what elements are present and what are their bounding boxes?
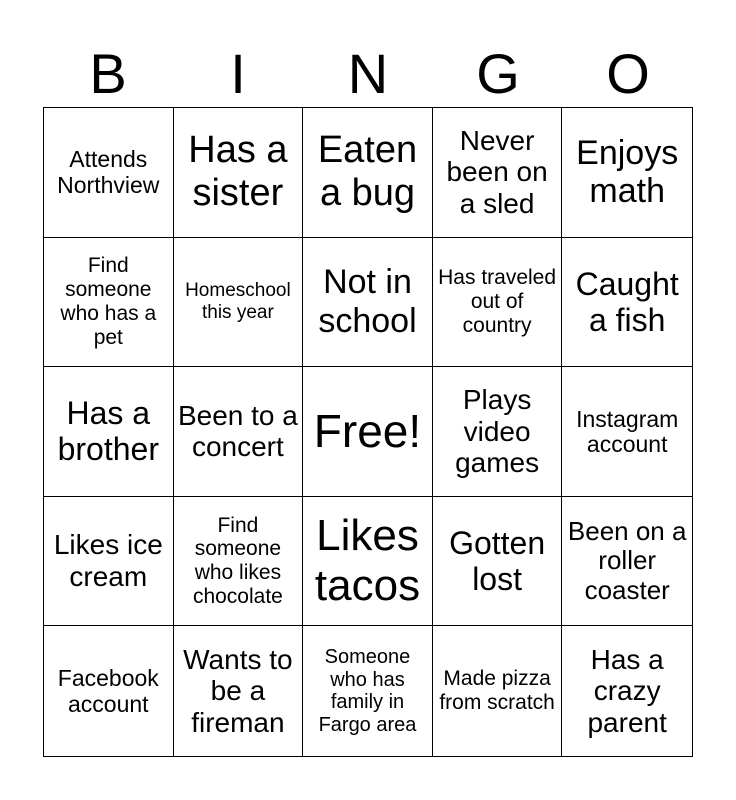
cell-text: Find someone who likes chocolate	[192, 513, 283, 608]
header-letter-o: O	[606, 42, 650, 105]
cell-text: Been to a concert	[177, 399, 298, 463]
bingo-cell[interactable]	[562, 367, 692, 497]
cell-text: Made pizza from scratch	[439, 667, 555, 715]
bingo-cell[interactable]	[433, 238, 563, 368]
bingo-cell[interactable]	[174, 367, 304, 497]
cell-text: Enjoys math	[576, 133, 679, 211]
header-letter-n: N	[347, 42, 389, 105]
cell-text: Facebook account	[57, 665, 159, 718]
bingo-cell[interactable]	[174, 626, 304, 756]
cell-text: Caught a fish	[575, 265, 679, 338]
bingo-cell[interactable]	[303, 238, 433, 368]
cell-text: Not in school	[318, 263, 417, 340]
bingo-cell[interactable]	[562, 238, 692, 368]
bingo-cell[interactable]	[44, 367, 174, 497]
bingo-cell[interactable]	[174, 497, 304, 627]
cell-text: Been on a roller coaster	[567, 516, 687, 605]
cell-text: Someone who has family in Fargo area	[318, 646, 417, 736]
bingo-cell[interactable]	[562, 626, 692, 756]
bingo-cell[interactable]	[44, 238, 174, 368]
header-letter-g: G	[476, 42, 520, 105]
bingo-cell[interactable]	[44, 497, 174, 627]
cell-text: Eaten a bug	[317, 129, 418, 215]
bingo-cell[interactable]	[433, 367, 563, 497]
bingo-cell[interactable]	[433, 626, 563, 756]
bingo-cell[interactable]	[433, 497, 563, 627]
free-space-cell[interactable]	[303, 367, 433, 497]
bingo-cell[interactable]	[174, 108, 304, 238]
bingo-cell[interactable]	[303, 497, 433, 627]
bingo-cell[interactable]	[303, 108, 433, 238]
cell-text: Likes tacos	[314, 511, 421, 611]
cell-text: Never been on a sled	[446, 124, 548, 220]
cell-text: Has a brother	[57, 395, 159, 468]
bingo-cell[interactable]	[562, 108, 692, 238]
cell-text: Attends Northview	[57, 146, 160, 199]
cell-text: Has a sister	[188, 129, 288, 215]
cell-text: Gotten lost	[449, 524, 546, 598]
bingo-cell[interactable]	[44, 626, 174, 756]
cell-text: Has traveled out of country	[438, 266, 557, 337]
bingo-cell[interactable]	[174, 238, 304, 368]
cell-text: Instagram account	[576, 405, 679, 458]
bingo-cell[interactable]	[44, 108, 174, 238]
cell-text: Find someone who has a pet	[60, 254, 157, 349]
bingo-board	[43, 107, 693, 757]
free-space-text: Free!	[313, 404, 422, 457]
cell-text: Likes ice cream	[53, 529, 163, 593]
bingo-header	[43, 40, 693, 108]
cell-text: Has a crazy parent	[587, 643, 667, 738]
cell-text: Wants to be a fireman	[183, 643, 293, 738]
cell-text: Plays video games	[455, 384, 540, 479]
bingo-cell[interactable]	[433, 108, 563, 238]
bingo-cell[interactable]	[562, 497, 692, 627]
header-letter-i: I	[230, 42, 246, 105]
header-letter-b: B	[89, 42, 127, 105]
bingo-cell[interactable]	[303, 626, 433, 756]
cell-text: Homeschool this year	[185, 280, 291, 323]
